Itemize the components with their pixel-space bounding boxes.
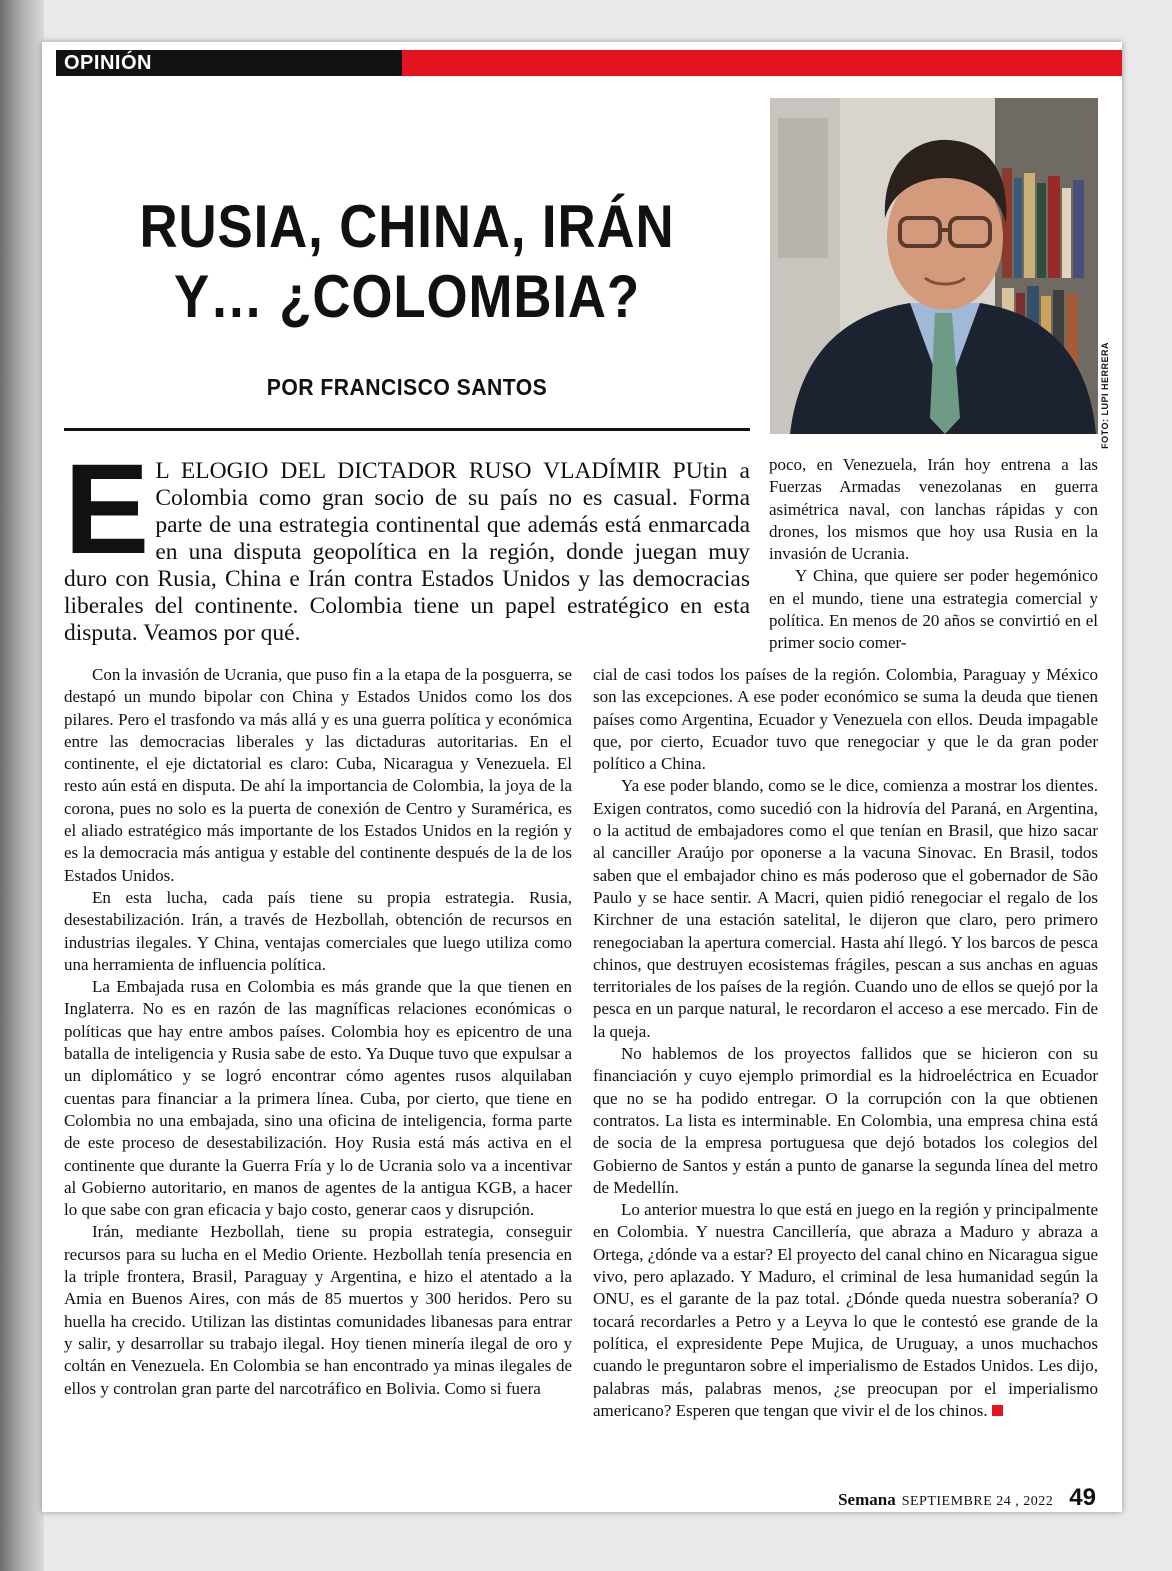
title-divider: [64, 428, 750, 431]
title-line-2: Y… ¿COLOMBIA?: [173, 263, 641, 330]
article-title: [103, 192, 710, 332]
author-byline: POR FRANCISCO SANTOS: [266, 374, 548, 400]
paragraph: Ya ese poder blando, como se le dice, comienza a mostrar los dientes. Exigen contratos, como sucedió con la hidrovía del Paraná, en Argentina, o la actitud de embajadores como el que tenían en Brasil, que hizo sacar al canciller Araújo por oponerse a la vacuna Sinovac. En Brasil, todos saben que el embajador chino es más poderoso que el gobernador de São Paulo y se hace sentir. A Macri, quien pidió renegociar el regalo de los Kirchner de una estación satelital, le dijeron que claro, pero primero renegociaban la apertura comercial. Hasta ahí llegó. Y los barcos de pesca chinos, que destruyen ecosistemas frágiles, pescan a sus anchas en aguas territoriales de los países de la región. Cuando uno de ellos se quejó por la pesca en un parque natural, le recordaron el acceso a ese mercado. Fin de la queja.: [593, 776, 1098, 1041]
paragraph: No hablemos de los proyectos fallidos que se hicieron con su financiación y cuyo ejemplo primordial es la hidroeléctrica en Ecuador que no se ha podido entregar. O la corrupción con la que obtienen contratos. La lista es interminable. En Colombia, una empresa china está de socia de la empresa portuguesa que dejó botados los colegios del Gobierno de Santos y están a punto de ganarse la segunda línea del metro de Medellín.: [593, 1044, 1098, 1197]
page-number: 49: [1069, 1484, 1096, 1511]
drop-cap: E: [64, 438, 150, 581]
page-edge-shadow: [0, 0, 44, 1571]
column-left: [64, 664, 572, 1400]
paragraph: La Embajada rusa en Colombia es más grande que la que tienen en Inglaterra. No es en razón de las magníficas relaciones económicas o políticas que hay entre ambos países. Colombia hoy es epicentro de una batalla de inteligencia y Rusia sabe de esto. Ya Duque tuvo que expulsar a un diplomático y se logró encontrar cómo agentes rusos alquilaban cuentas para financiar a la primera línea. Cuba, por cierto, que tiene en Colombia no una embajada, sino una oficina de inteligencia, forma parte de este proceso de desestabilización. Hoy Rusia está más activa en el continente que durante la Guerra Fría y lo de Ucrania solo va a incentivar al Gobierno autoritario, en manos de agentes de la antigua KGB, a hacer lo que sabe con gran eficacia y bajo costo, generar caos y disrupción.: [64, 977, 572, 1220]
magazine-page: [42, 42, 1122, 1512]
paragraph: poco, en Venezuela, Irán hoy entrena a las Fuerzas Armadas venezolanas en guerra asimétrica naval, con lanchas rápidas y con drones, los mismos que hoy usa Rusia en la invasión de Ucrania.: [769, 455, 1098, 564]
column-right: [593, 664, 1098, 1422]
end-mark-icon: [992, 1405, 1003, 1416]
section-bar: [56, 50, 1122, 76]
article-lede: [64, 438, 750, 647]
page-footer: [838, 1484, 1096, 1512]
paragraph: Irán, mediante Hezbollah, tiene su propia estrategia, conseguir recursos para su lucha en el Medio Oriente. Hezbollah tenía presencia en la triple frontera, Brasil, Paraguay y Argentina, e hizo el atentado a la Amia en Buenos Aires, con más de 85 muertos y 300 heridos. Pero su huella ha crecido. Utilizan las distintas comunidades libanesas para entrar y salir, y desarrollar su trabajo ilegal. Hoy tienen minería ilegal de oro y coltán en Venezuela. En Colombia se han encontrado ya minas ilegales de ellos y controlan gran parte del narcotráfico en Bolivia. Como si fuera: [64, 1222, 572, 1398]
title-line-1: RUSIA, CHINA, IRÁN: [139, 193, 675, 260]
issue-date: SEPTIEMBRE 24 , 2022: [901, 1494, 1054, 1509]
photo-credit: FOTO: LUPI HERRERA: [1100, 342, 1110, 449]
section-bar-red: [402, 50, 1122, 76]
last-paragraph: [593, 1199, 1098, 1422]
paragraph: Y China, que quiere ser poder hegemónico en el mundo, tiene una estrategia comercial y política. En menos de 20 años se convirtió en el primer socio comer-: [769, 566, 1098, 653]
paragraph: cial de casi todos los países de la región. Colombia, Paraguay y México son las excepciones. A ese poder económico se suma la deuda que tienen países como Argentina, Ecuador y Venezuela con ellos. Deuda impagable que, por cierto, Ecuador tuvo que renegociar y que le da gran poder político a China.: [593, 665, 1098, 774]
right-column-top: [769, 454, 1098, 655]
paragraph: En esta lucha, cada país tiene su propia estrategia. Rusia, desestabilización. Irán, a través de Hezbollah, obtención de recursos en industrias ilegales. Y China, ventajas comerciales que luego utiliza como una herramienta de influencia política.: [64, 887, 572, 974]
author-photo: [770, 98, 1098, 434]
last-paragraph-text: Lo anterior muestra lo que está en juego en la región y principalmente en Colombia. Y nuestra Cancillería, que abraza a Maduro y abraza a Ortega, ¿dónde va a estar? El proyecto del canal chino en Nicaragua sigue vivo, pero aplazado. Y Maduro, el criminal de lesa humanidad según la ONU, es el garante de la paz total. ¿Dónde queda nuestra soberanía? O tocará recordarles a Petro y a Leyva lo que le contestó ese grande de la política, el expresidente Pepe Mujica, de Uruguay, a unos muchachos cuando le preguntaron sobre el imperialismo de Estados Unidos. Les dijo, palabras más, palabras menos, ¿se preocupan por el imperialismo americano? Esperen que tengan que vivir el de los chinos.: [593, 1200, 1098, 1420]
section-label: OPINIÓN: [56, 50, 402, 76]
lede-text: L ELOGIO DEL DICTADOR RUSO VLADÍMIR PUtin a Colombia como gran socio de su país no es casual. Forma parte de una estrategia continental que además está enmarcada en una disputa geopolítica en la región, donde juegan muy duro con Rusia, China e Irán contra Estados Unidos y las democracias liberales del continente. Colombia tiene un papel estratégico en esta disputa. Veamos por qué.: [64, 458, 750, 646]
paragraph: Con la invasión de Ucrania, que puso fin a la etapa de la posguerra, se destapó un mundo bipolar con China y Estados Unidos como los dos pilares. Pero el trasfondo va más allá y es una guerra política y económica entre las democracias liberales y las dictaduras autoritarias. En el continente, el eje dictatorial es claro: Cuba, Nicaragua y Venezuela. El resto aún está en disputa. De ahí la importancia de Colombia, la joya de la corona, pues no solo es la puerta de conexión de Centro y Suramérica, es el aliado estratégico más importante de los Estados Unidos en la región y es la democracia más antigua y estable del continente después de la de los Estados Unidos.: [64, 665, 572, 885]
magazine-name: Semana: [838, 1490, 896, 1509]
